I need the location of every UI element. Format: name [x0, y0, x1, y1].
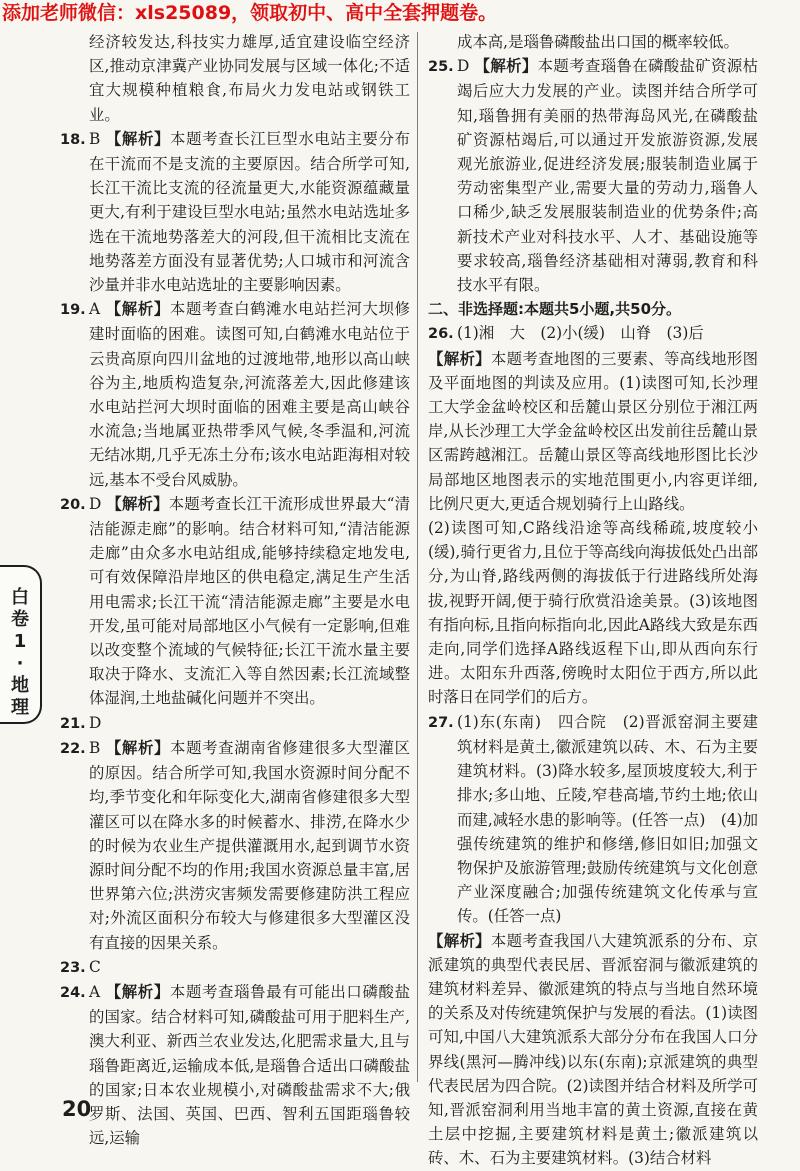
answer-24: 24. A 【解析】本题考查瑙鲁最有可能出口磷酸盐的国家。结合材料可知,磷酸盐可用于肥料生产,澳大利亚、新西兰农业发达,化肥需求量大,且与瑙鲁距离近,运输成本低,是瑙鲁合适出口磷酸盐的国家;日本农业规模小,对磷酸盐需求不大;俄罗斯、法国、英国、巴西、智利五国距瑙鲁较远,运输: [60, 982, 410, 1148]
section-heading: 二、非选择题:本题共5小题,共50分。: [428, 300, 682, 319]
answer-25: 25. D 【解析】本题考查瑙鲁在磷酸盐矿资源枯竭后应大力发展的产业。读图并结合所学可知,瑙鲁拥有美丽的热带海岛风光,在磷酸盐矿资源枯竭后,可以通过开发旅游资源,发展观光旅游业,促进经济发展;服装制造业属于劳动密集型产业,需要大量的劳动力,瑙鲁人口稀少,缺乏发展服装制造业的优势条件;高新技术产业对科技水平、人才、基础设施等要求较高,瑙鲁经济基础相对薄弱,教育和科技水平有限。: [428, 57, 758, 295]
answer-19: 19. A 【解析】本题考查白鹤滩水电站拦河大坝修建时面临的困难。读图可知,白鹤滩水电站位于云贵高原向四川盆地的过渡地带,地形以高山峡谷为主,地质构造复杂,河流落差大,因此修建该水电站拦河大坝时面临的困难主要是高山峡谷水流急;当地属亚热带季风气候,冬季温和,河流无结冰期,几乎无冻土分布;该水电站距海相对较远,基本不受台风威胁。: [60, 300, 410, 489]
side-tab: [0, 565, 42, 724]
analysis-26-part2: (2)读图可知,C路线沿途等高线稀疏,坡度较小(缓),骑行更省力,且位于等高线向海拔低处凸出部分,为山脊,路线两侧的海拔低于行进路线所处海拔,视野开阔,便于骑行欣赏沿途美景。(3)该地图有指向标,且指向标指向北,因此A路线大致是东西走向,同学们选择A路线返程下山,即从西向东行进。太阳东升西落,傍晚时太阳位于西方,所以此时落日在同学们的后方。: [428, 519, 758, 707]
answer-26: 26. (1)湘 大 (2)小(缓) 山脊 (3)后: [428, 324, 704, 343]
answer-18: 18. B 【解析】本题考查长江巨型水电站主要分布在干流而不是支流的主要原因。结合所学可知,长江干流比支流的径流量更大,水能资源蕴藏量更大,有利于建设巨型水电站;虽然水电站选址多选在干流地势落差大的河段,但干流相比支流在地势落差方面没有显著优势;人口城市和河流含沙量并非水电站选址的主要影响因素。: [60, 129, 410, 295]
q17-continued: 经济较发达,科技实力雄厚,适宜建设临空经济区,推动京津冀产业协同发展与区域一体化;不适宜大规模种植粮食,布局火力发电站或钢铁工业。: [89, 33, 410, 124]
answer-20: 20. D 【解析】本题考查长江干流形成世界最大“清洁能源走廊”的影响。结合材料可知,“清洁能源走廊”由众多水电站组成,能够持续稳定地发电,可有效保障沿岸地区的供电稳定,满足生产生活用电需求;长江干流“清洁能源走廊”主要是水电开发,虽可能对局部地区小气候有一定影响,但难以改变整个流域的气候特征;长江干流水量主要取决于降水、支流汇入等自然因素;长江流域整体湿润,土地盐碱化问题并不突出。: [60, 494, 410, 708]
answer-23: 23. C: [60, 957, 101, 976]
answer-24-continued: 成本高,是瑙鲁磷酸盐出口国的概率较低。: [457, 33, 739, 51]
promo-banner: 添加老师微信：xls25089，领取初中、高中全套押题卷。: [2, 2, 498, 24]
column-divider: [417, 32, 418, 1082]
left-column: [60, 30, 410, 1150]
page-number: 20: [62, 1097, 92, 1121]
answer-22: 22. B 【解析】本题考查湖南省修建很多大型灌区的原因。结合所学可知,我国水资源时间分配不均,季节变化和年际变化大,湖南省修建很多大型灌区可以在降水多的时候蓄水、排涝,在降水少的时候为农业生产提供灌溉用水,起到调节水资源时间分配不均的作用;我国水资源总量丰富,居世界第六位;洪涝灾害频发需要修建防洪工程应对;外流区面积分布较大与修建很多大型灌区没有直接的因果关系。: [60, 738, 410, 952]
answer-27: 27. (1)东(东南) 四合院 (2)晋派窑洞主要建筑材料是黄土,徽派建筑以砖、木、石为主要建筑材料。(3)降水较多,屋顶坡度较大,利于排水;多山地、丘陵,窄巷高墙,节约土地;依山而建,减轻水患的影响等。(任答一点) (4)加强传统建筑的维护和修缮,修旧如旧;加强文物保护及旅游管理;鼓励传统建筑与文化创意产业深度融合;加强传统建筑文化传承与宣传。(任答一点): [428, 712, 758, 926]
right-column: [428, 30, 758, 1171]
side-tab-label: 白 卷 1 · 地 理: [11, 587, 29, 718]
analysis-27: 【解析】本题考查我国八大建筑派系的分布、京派建筑的典型代表民居、晋派窑洞与徽派建筑的建筑材料差异、徽派建筑的特点与当地自然环境的关系及对传统建筑保护与发展的看法。(1)读图可知,中国八大建筑派系大部分分布在我国人口分界线(黑河—腾冲线)以东(东南);京派建筑的典型代表民居为四合院。(2)读图并结合材料及所学可知,晋派窑洞利用当地丰富的黄土资源,直接在黄土层中挖掘,主要建筑材料是黄土;徽派建筑以砖、木、石为主要建筑材料。(3)结合材料: [428, 931, 758, 1168]
answer-21: 21. D: [60, 713, 102, 732]
analysis-26-part1: 【解析】本题考查地图的三要素、等高线地形图及平面地图的判读及应用。(1)读图可知,长沙理工大学金盆岭校区和岳麓山景区分别位于湘江两岸,从长沙理工大学金盆岭校区出发前往岳麓山景区需跨越湘江。岳麓山景区等高线地形图比长沙局部地区地图表示的实地范围更小,内容更详细,比例尺更大,更适合规划骑行上山路线。: [428, 349, 758, 513]
